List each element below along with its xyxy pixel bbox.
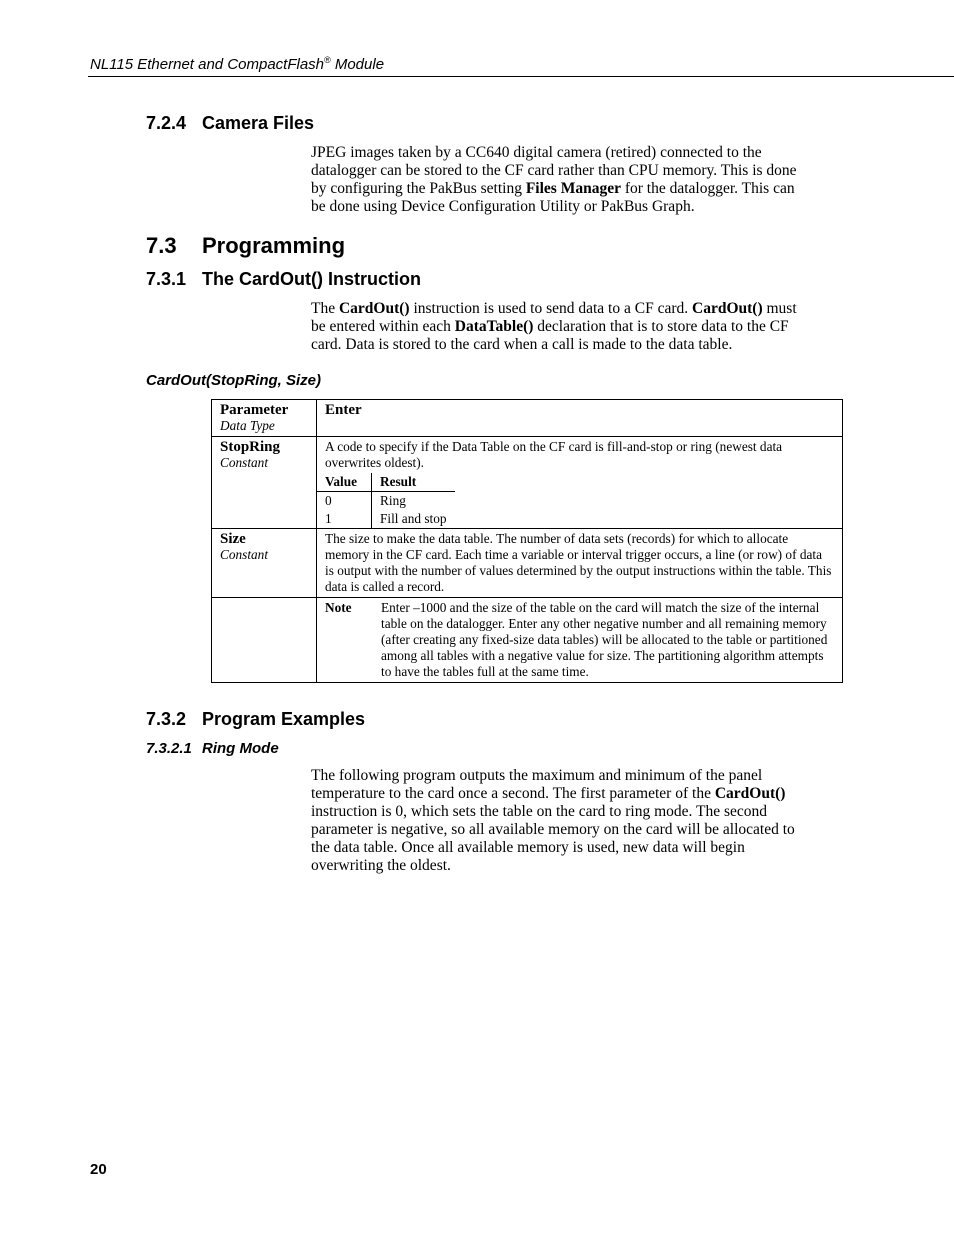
section-number: 7.2.4: [146, 113, 187, 133]
result-cell: Fill and stop: [380, 511, 447, 526]
empty-cell: [212, 598, 317, 683]
heading-camera-files: [146, 113, 314, 134]
bold-run: DataTable(): [454, 318, 534, 335]
value-result-row: [317, 510, 455, 528]
text-run: must be entered within each: [311, 300, 797, 335]
result-cell: Ring: [380, 493, 406, 508]
bold-run: CardOut(): [714, 785, 786, 802]
param-name: StopRing: [220, 439, 281, 455]
value-cell: 0: [317, 492, 372, 511]
bold-run: CardOut(): [338, 300, 410, 317]
param-description-cell: [317, 529, 843, 598]
running-header: [90, 55, 384, 73]
param-description-cell: [317, 437, 843, 529]
paragraph-cardout: [311, 300, 811, 354]
text-run: instruction is 0, which sets the table on the card to ring mode. The second parameter is negative, so all available memory on the card will be allocated to the data table. Once all available memory is used, new data will begin overwriting the oldest.: [311, 803, 795, 874]
value-cell: 1: [317, 510, 372, 528]
heading-cardout-instruction: [146, 269, 421, 290]
note-text: Enter –1000 and the size of the table on the card will match the size of the internal table on the datalogger. Enter any other negative number and all remaining memory (after creating any fixed-size data tables) will be allocated to the table or partitioned among all tables with a negative value for size. The partitioning algorithm attempts to have the tables full at the same time.: [381, 600, 828, 679]
section-number: 7.3.2.1: [146, 740, 192, 757]
section-number: 7.3: [146, 233, 177, 258]
header-parameter-label: Parameter: [220, 402, 289, 418]
section-title: Programming: [202, 233, 346, 258]
note-label: Note: [325, 600, 352, 615]
section-title: Camera Files: [202, 113, 315, 133]
instruction-signature: CardOut(StopRing, Size): [146, 372, 321, 389]
header-cell-parameter: [212, 400, 317, 437]
text-run: The: [311, 300, 339, 317]
note: [325, 600, 834, 680]
table-row-stopring: [212, 437, 843, 529]
page-number: 20: [90, 1161, 107, 1178]
param-type: Constant: [220, 455, 269, 470]
heading-program-examples: [146, 709, 365, 730]
param-cell: [212, 437, 317, 529]
text-run: The following program outputs the maximum and minimum of the panel temperature to the card once a second. The first parameter of the: [311, 767, 763, 802]
section-title: Program Examples: [202, 709, 366, 729]
table-row-note: [212, 598, 843, 683]
header-title: NL115 Ethernet and CompactFlash: [90, 56, 325, 73]
parameter-table: [211, 399, 843, 683]
header-title-suffix: Module: [330, 56, 385, 73]
header-enter-label: Enter: [325, 402, 362, 418]
table-header-row: [212, 400, 843, 437]
result-column-header: Result: [372, 473, 456, 492]
text-run: instruction is used to send data to a CF card.: [409, 300, 692, 317]
bold-run: Files Manager: [525, 180, 621, 197]
section-title: The CardOut() Instruction: [202, 269, 421, 289]
section-title: Ring Mode: [202, 740, 279, 757]
table-row-size: [212, 529, 843, 598]
text-run: for the datalogger. This can be done using Device Configuration Utility or PakBus Graph.: [311, 180, 795, 215]
heading-programming: [146, 233, 345, 259]
param-description: The size to make the data table. The number of data sets (records) for which to allocate memory in the CF card. Each time a variable or interval trigger occurs, a line (or row) of data is output with the number of values determined by the output instructions within the table. This data is called a record.: [325, 531, 832, 594]
text-run: declaration that is to store data to the CF card. Data is stored to the card when a call is made to the data table.: [311, 318, 789, 353]
param-cell: [212, 529, 317, 598]
section-number: 7.3.2: [146, 709, 187, 729]
header-cell-enter: [317, 400, 843, 437]
value-result-header: [317, 473, 455, 492]
text-run: JPEG images taken by a CC640 digital camera (retired) connected to the datalogger can be stored to the CF card rather than CPU memory. This is done by configuring the PakBus setting: [311, 144, 797, 197]
param-description: A code to specify if the Data Table on the CF card is fill-and-stop or ring (newest data overwrites oldest).: [325, 439, 783, 470]
paragraph-ring-mode: [311, 767, 811, 875]
bold-run: CardOut(): [692, 300, 763, 317]
value-result-row: [317, 492, 455, 511]
param-type: Constant: [220, 547, 269, 562]
header-registered-mark: ®: [324, 55, 331, 65]
note-cell: [317, 598, 843, 683]
header-rule: [88, 76, 954, 77]
heading-ring-mode: [146, 740, 279, 757]
paragraph-camera-files: [311, 144, 811, 216]
value-result-table: [317, 473, 455, 528]
header-datatype-label: Data Type: [220, 418, 275, 433]
value-column-header: Value: [317, 473, 372, 492]
param-name: Size: [220, 531, 246, 547]
section-number: 7.3.1: [146, 269, 187, 289]
